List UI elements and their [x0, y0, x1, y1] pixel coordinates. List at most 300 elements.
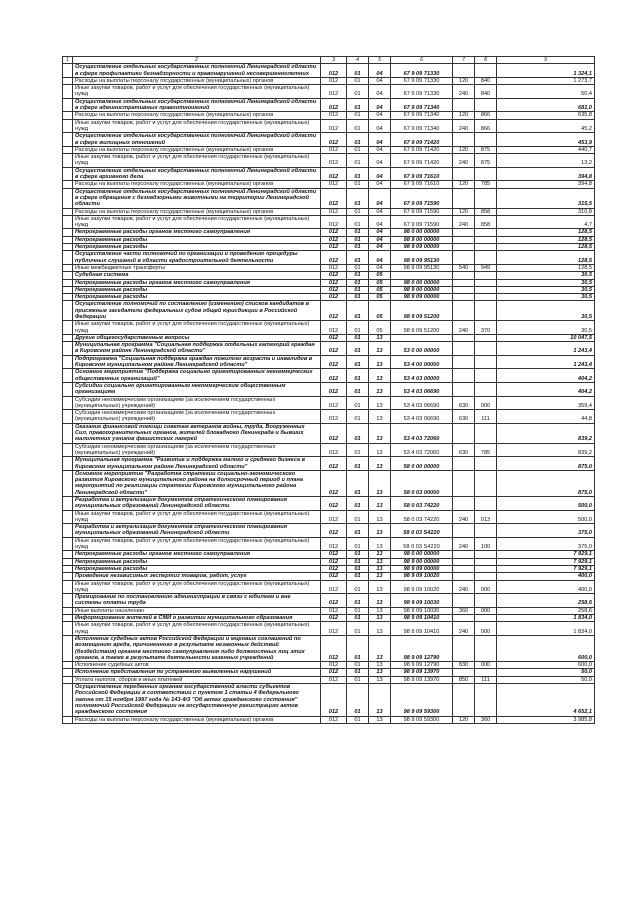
additional-code-cell	[475, 615, 497, 622]
section-cell: 01	[347, 301, 369, 321]
amount-cell: 440,7	[497, 146, 595, 153]
ministry-code-cell: 012	[321, 573, 347, 580]
subsection-cell: 13	[369, 669, 391, 676]
subsection-cell: 13	[369, 684, 391, 716]
amount-cell: 310,8	[497, 208, 595, 215]
additional-code-cell: 840	[475, 85, 497, 99]
row-name-cell: Субсидии некоммерческим организациям (за исключением государственных (муниципальных) учреждений)	[73, 410, 321, 424]
table-row	[63, 236, 595, 243]
section-cell: 01	[347, 355, 369, 369]
target-article-cell: 67 9 09 71590	[391, 188, 453, 208]
row-index-cell	[63, 382, 73, 396]
additional-code-cell: 858	[475, 215, 497, 229]
section-cell: 01	[347, 497, 369, 511]
section-cell: 01	[347, 286, 369, 293]
expense-type-cell: 630	[453, 396, 475, 410]
expense-type-cell: 240	[453, 119, 475, 133]
table-row	[63, 279, 595, 286]
target-article-cell: 98 0 00 00000	[391, 279, 453, 286]
subsection-cell: 13	[369, 594, 391, 608]
row-name-cell: Иные закупки товаров, работ и услуг для обеспечения государственных (муниципальных) нужд	[73, 510, 321, 524]
subsection-cell: 04	[369, 167, 391, 181]
expense-type-cell	[453, 558, 475, 565]
target-article-cell: 98 9 09 12790	[391, 635, 453, 661]
row-index-cell	[63, 64, 73, 78]
subsection-cell: 04	[369, 244, 391, 251]
subsection-cell: 05	[369, 279, 391, 286]
row-name-cell: Непрограммные расходы	[73, 286, 321, 293]
ministry-code-cell: 012	[321, 167, 347, 181]
additional-code-cell	[475, 369, 497, 383]
row-name-cell: Основное мероприятие "Разработка стратегии социально-экономического развития Кировского муниципального района на долгосрочный период и плана мероприятий по реализации стратегии Кировского муниципального района Ленинградской области"	[73, 470, 321, 496]
row-index-cell	[63, 98, 73, 112]
row-name-cell: Расходы на выплаты персоналу государственных (муниципальных) органов	[73, 716, 321, 723]
subsection-cell: 05	[369, 301, 391, 321]
target-article-cell: 98 9 09 00000	[391, 565, 453, 572]
target-article-cell: 98 9 09 95130	[391, 251, 453, 265]
table-row	[63, 382, 595, 396]
row-index-cell	[63, 279, 73, 286]
expense-type-cell	[453, 294, 475, 301]
expense-type-cell	[453, 594, 475, 608]
row-index-cell	[63, 229, 73, 236]
amount-cell: 7 929,1	[497, 565, 595, 572]
ministry-code-cell: 012	[321, 396, 347, 410]
row-index-cell	[63, 594, 73, 608]
section-cell: 01	[347, 208, 369, 215]
table-row	[63, 423, 595, 443]
row-name-cell: Непрограммные расходы	[73, 244, 321, 251]
subsection-cell: 05	[369, 272, 391, 279]
target-article-cell: 58 0 00 00000	[391, 457, 453, 471]
row-index-cell	[63, 669, 73, 676]
ministry-code-cell: 012	[321, 264, 347, 271]
amount-cell: 875,0	[497, 470, 595, 496]
expense-type-cell: 630	[453, 443, 475, 457]
subsection-cell: 13	[369, 457, 391, 471]
section-cell: 01	[347, 716, 369, 723]
ministry-code-cell: 012	[321, 594, 347, 608]
ministry-code-cell: 012	[321, 342, 347, 356]
ministry-code-cell: 012	[321, 279, 347, 286]
section-cell: 01	[347, 321, 369, 335]
target-article-cell: 98 9 09 51200	[391, 321, 453, 335]
row-name-cell: Расходы на выплаты персоналу государственных (муниципальных) органов	[73, 146, 321, 153]
ministry-code-cell: 012	[321, 188, 347, 208]
table-row	[63, 594, 595, 608]
subsection-cell: 04	[369, 251, 391, 265]
target-article-cell: 53 4 03 72060	[391, 423, 453, 443]
table-row	[63, 676, 595, 683]
section-cell: 01	[347, 662, 369, 669]
target-article-cell: 53 4 03 72060	[391, 443, 453, 457]
row-name-cell: Непрограммные расходы	[73, 558, 321, 565]
row-index-cell	[63, 607, 73, 614]
table-row	[63, 615, 595, 622]
row-name-cell: Иные закупки товаров, работ и услуг для обеспечения государственных (муниципальных) нужд	[73, 537, 321, 551]
additional-code-cell: 840	[475, 77, 497, 84]
section-cell: 01	[347, 396, 369, 410]
ministry-code-cell: 012	[321, 676, 347, 683]
expense-type-cell	[453, 64, 475, 78]
expense-type-cell	[453, 188, 475, 208]
expense-type-cell: 120	[453, 77, 475, 84]
amount-cell: 128,5	[497, 236, 595, 243]
ministry-code-cell: 012	[321, 537, 347, 551]
row-index-cell	[63, 334, 73, 341]
ministry-code-cell: 012	[321, 251, 347, 265]
target-article-cell: 98 9 09 10030	[391, 607, 453, 614]
table-row	[63, 244, 595, 251]
amount-cell: 30,5	[497, 321, 595, 335]
additional-code-cell	[475, 244, 497, 251]
target-article-cell: 67 9 09 71340	[391, 98, 453, 112]
column-header: 4	[347, 57, 369, 64]
expense-type-cell: 240	[453, 85, 475, 99]
target-article-cell: 98 9 00 00000	[391, 558, 453, 565]
expense-type-cell: 360	[453, 607, 475, 614]
ministry-code-cell: 012	[321, 334, 347, 341]
amount-cell: 359,4	[497, 396, 595, 410]
table-row	[63, 607, 595, 614]
subsection-cell: 05	[369, 286, 391, 293]
row-name-cell: Другие общегосударственные вопросы	[73, 334, 321, 341]
row-name-cell: Основное мероприятие "Поддержка социально ориентированных некоммерческих общественных организаций"	[73, 369, 321, 383]
row-index-cell	[63, 208, 73, 215]
row-index-cell	[63, 286, 73, 293]
row-index-cell	[63, 236, 73, 243]
table-row	[63, 301, 595, 321]
ministry-code-cell: 012	[321, 684, 347, 716]
table-row	[63, 321, 595, 335]
row-name-cell: Осуществление отдельных государственных полномочий Ленинградской области в сфере обращения с безнадзорными животными на территории Ленинградской области	[73, 188, 321, 208]
column-header: 5	[369, 57, 391, 64]
table-row	[63, 510, 595, 524]
subsection-cell: 13	[369, 410, 391, 424]
budget-table-page	[62, 56, 594, 724]
ministry-code-cell: 012	[321, 615, 347, 622]
table-row	[63, 181, 595, 188]
column-number-row	[63, 57, 595, 64]
expense-type-cell	[453, 229, 475, 236]
section-cell: 01	[347, 272, 369, 279]
subsection-cell: 13	[369, 558, 391, 565]
subsection-cell: 13	[369, 537, 391, 551]
target-article-cell: 53 4 03 00000	[391, 369, 453, 383]
amount-cell: 635,8	[497, 112, 595, 119]
ministry-code-cell: 012	[321, 294, 347, 301]
row-index-cell	[63, 154, 73, 168]
target-article-cell: 98 9 09 59300	[391, 716, 453, 723]
table-row	[63, 119, 595, 133]
table-row	[63, 622, 595, 636]
row-index-cell	[63, 580, 73, 594]
expense-type-cell	[453, 497, 475, 511]
amount-cell: 453,9	[497, 133, 595, 147]
section-cell: 01	[347, 537, 369, 551]
expense-type-cell: 240	[453, 215, 475, 229]
target-article-cell: 67 9 09 71420	[391, 146, 453, 153]
section-cell: 01	[347, 524, 369, 538]
table-row	[63, 410, 595, 424]
target-article-cell: 58 0 03 74220	[391, 510, 453, 524]
expense-type-cell: 120	[453, 181, 475, 188]
row-index-cell	[63, 410, 73, 424]
amount-cell: 400,0	[497, 580, 595, 594]
subsection-cell: 13	[369, 565, 391, 572]
amount-cell: 681,0	[497, 98, 595, 112]
row-name-cell: Проведение независимых экспертиз товаров, работ, услуг	[73, 573, 321, 580]
row-index-cell	[63, 301, 73, 321]
target-article-cell: 67 9 09 71590	[391, 215, 453, 229]
row-name-cell: Субсидии социально ориентированным некоммерческим общественным организациям	[73, 382, 321, 396]
subsection-cell: 04	[369, 264, 391, 271]
ministry-code-cell: 012	[321, 244, 347, 251]
target-article-cell: 67 9 09 71610	[391, 167, 453, 181]
amount-cell: 1 834,0	[497, 615, 595, 622]
subsection-cell: 13	[369, 423, 391, 443]
row-index-cell	[63, 537, 73, 551]
additional-code-cell: 866	[475, 112, 497, 119]
expense-type-cell	[453, 301, 475, 321]
expense-type-cell: 120	[453, 208, 475, 215]
subsection-cell: 04	[369, 85, 391, 99]
amount-cell: 50,0	[497, 669, 595, 676]
ministry-code-cell: 012	[321, 662, 347, 669]
ministry-code-cell: 012	[321, 98, 347, 112]
additional-code-cell: 000	[475, 662, 497, 669]
row-index-cell	[63, 443, 73, 457]
additional-code-cell	[475, 524, 497, 538]
additional-code-cell	[475, 355, 497, 369]
ministry-code-cell: 012	[321, 635, 347, 661]
additional-code-cell	[475, 573, 497, 580]
section-cell: 01	[347, 236, 369, 243]
table-row	[63, 369, 595, 383]
amount-cell: 128,5	[497, 244, 595, 251]
section-cell: 01	[347, 558, 369, 565]
row-name-cell: Осуществление отдельных государственных полномочий Ленинградской области в сфере архивного дела	[73, 167, 321, 181]
subsection-cell: 13	[369, 382, 391, 396]
table-row	[63, 264, 595, 271]
expense-type-cell	[453, 524, 475, 538]
ministry-code-cell: 012	[321, 133, 347, 147]
section-cell: 01	[347, 342, 369, 356]
amount-cell: 30,5	[497, 294, 595, 301]
row-name-cell: Иные закупки товаров, работ и услуг для обеспечения государственных (муниципальных) нужд	[73, 622, 321, 636]
ministry-code-cell: 012	[321, 551, 347, 558]
target-article-cell: 98 9 00 00000	[391, 286, 453, 293]
subsection-cell: 13	[369, 369, 391, 383]
row-index-cell	[63, 119, 73, 133]
table-row	[63, 635, 595, 661]
row-name-cell: Расходы на выплаты персоналу государственных (муниципальных) органов	[73, 208, 321, 215]
section-cell: 01	[347, 85, 369, 99]
section-cell: 01	[347, 676, 369, 683]
additional-code-cell	[475, 188, 497, 208]
row-name-cell: Иные закупки товаров, работ и услуг для обеспечения государственных (муниципальных) нужд	[73, 85, 321, 99]
additional-code-cell: 100	[475, 537, 497, 551]
amount-cell: 375,0	[497, 537, 595, 551]
additional-code-cell: 111	[475, 410, 497, 424]
ministry-code-cell: 012	[321, 622, 347, 636]
subsection-cell: 13	[369, 615, 391, 622]
table-row	[63, 64, 595, 78]
row-name-cell: Муниципальная программа "Развитие и поддержка малого и среднего бизнеса в Кировском муниципальном районе Ленинградской области"	[73, 457, 321, 471]
row-name-cell: Непрограммные расходы	[73, 565, 321, 572]
section-cell: 01	[347, 146, 369, 153]
amount-cell: 1 834,0	[497, 622, 595, 636]
row-index-cell	[63, 355, 73, 369]
subsection-cell: 04	[369, 112, 391, 119]
subsection-cell: 04	[369, 208, 391, 215]
section-cell: 01	[347, 551, 369, 558]
row-name-cell: Подпрограмма "Социальная поддержка граждан пожилого возраста и инвалидов в Кировском муниципальном районе Ленинградской области"	[73, 355, 321, 369]
subsection-cell: 13	[369, 524, 391, 538]
target-article-cell: 67 9 09 71330	[391, 85, 453, 99]
table-row	[63, 208, 595, 215]
expense-type-cell	[453, 279, 475, 286]
amount-cell: 44,8	[497, 410, 595, 424]
ministry-code-cell: 012	[321, 321, 347, 335]
additional-code-cell	[475, 334, 497, 341]
row-name-cell: Исполнение представления по устранению выявленных нарушений	[73, 669, 321, 676]
row-index-cell	[63, 244, 73, 251]
amount-cell: 404,2	[497, 382, 595, 396]
amount-cell: 1 243,4	[497, 355, 595, 369]
row-name-cell: Премирование по постановлению администрации в связи с юбилеем и вне системы оплаты труда	[73, 594, 321, 608]
subsection-cell: 13	[369, 497, 391, 511]
row-name-cell: Непрограммные расходы органов местного самоуправления	[73, 229, 321, 236]
expense-type-cell	[453, 382, 475, 396]
amount-cell: 128,5	[497, 229, 595, 236]
subsection-cell: 13	[369, 342, 391, 356]
amount-cell: 3 985,8	[497, 716, 595, 723]
ministry-code-cell: 012	[321, 470, 347, 496]
row-index-cell	[63, 558, 73, 565]
additional-code-cell	[475, 558, 497, 565]
amount-cell: 315,5	[497, 188, 595, 208]
ministry-code-cell: 012	[321, 286, 347, 293]
row-name-cell: Расходы на выплаты персоналу государственных (муниципальных) органов	[73, 77, 321, 84]
expense-type-cell: 120	[453, 146, 475, 153]
target-article-cell: 58 0 03 74220	[391, 497, 453, 511]
section-cell: 01	[347, 369, 369, 383]
row-name-cell: Иные закупки товаров, работ и услуг для обеспечения государственных (муниципальных) нужд	[73, 215, 321, 229]
additional-code-cell: 785	[475, 443, 497, 457]
additional-code-cell: 875	[475, 146, 497, 153]
target-article-cell: 67 9 09 71340	[391, 119, 453, 133]
amount-cell: 4 652,1	[497, 684, 595, 716]
amount-cell: 839,2	[497, 423, 595, 443]
section-cell: 01	[347, 510, 369, 524]
target-article-cell: 53 4 03 06690	[391, 382, 453, 396]
amount-cell: 30,5	[497, 286, 595, 293]
table-row	[63, 251, 595, 265]
section-cell: 01	[347, 112, 369, 119]
subsection-cell: 13	[369, 443, 391, 457]
additional-code-cell	[475, 684, 497, 716]
row-name-cell: Иные межбюджетные трансферты	[73, 264, 321, 271]
table-row	[63, 229, 595, 236]
target-article-cell: 67 9 09 71340	[391, 112, 453, 119]
section-cell: 01	[347, 64, 369, 78]
additional-code-cell	[475, 301, 497, 321]
table-row	[63, 662, 595, 669]
amount-cell: 128,5	[497, 251, 595, 265]
additional-code-cell	[475, 497, 497, 511]
subsection-cell: 04	[369, 119, 391, 133]
ministry-code-cell: 012	[321, 355, 347, 369]
additional-code-cell	[475, 423, 497, 443]
section-cell: 01	[347, 133, 369, 147]
ministry-code-cell: 012	[321, 510, 347, 524]
target-article-cell: 67 9 09 71330	[391, 77, 453, 84]
row-name-cell: Непрограммные расходы органов местного самоуправления	[73, 279, 321, 286]
target-article-cell: 98 0 00 00000	[391, 551, 453, 558]
table-row	[63, 580, 595, 594]
section-cell: 01	[347, 410, 369, 424]
row-name-cell: Осуществление переданных органам государственной власти субъектов Российской Федерации в соответствии с пунктом 1 статьи 4 Федерального закона от 15 ноября 1997 года № 143-ФЗ "Об актах гражданского состояния" полномочий Российской Федерации на государственную регистрацию актов гражданского состояния	[73, 684, 321, 716]
section-cell: 01	[347, 188, 369, 208]
additional-code-cell: 013	[475, 510, 497, 524]
target-article-cell: 98 0 00 00000	[391, 229, 453, 236]
row-index-cell	[63, 551, 73, 558]
section-cell: 01	[347, 334, 369, 341]
target-article-cell: 67 9 09 71610	[391, 181, 453, 188]
additional-code-cell	[475, 251, 497, 265]
row-index-cell	[63, 77, 73, 84]
table-row	[63, 286, 595, 293]
additional-code-cell	[475, 294, 497, 301]
expense-type-cell	[453, 565, 475, 572]
target-article-cell: 98 9 09 00000	[391, 244, 453, 251]
amount-cell: 13,2	[497, 154, 595, 168]
expense-type-cell: 120	[453, 112, 475, 119]
row-index-cell	[63, 565, 73, 572]
additional-code-cell: 949	[475, 264, 497, 271]
subsection-cell: 13	[369, 573, 391, 580]
expense-type-cell	[453, 615, 475, 622]
target-article-cell: 98 9 09 10410	[391, 615, 453, 622]
section-cell: 01	[347, 684, 369, 716]
ministry-code-cell: 012	[321, 181, 347, 188]
table-row	[63, 154, 595, 168]
table-row	[63, 167, 595, 181]
section-cell: 01	[347, 573, 369, 580]
subsection-cell: 04	[369, 188, 391, 208]
amount-cell: 400,0	[497, 573, 595, 580]
row-name-cell: Муниципальная программа "Социальная поддержка отдельных категорий граждан в Кировском районе Ленинградской области"	[73, 342, 321, 356]
expense-type-cell	[453, 423, 475, 443]
additional-code-cell: 000	[475, 607, 497, 614]
row-name-cell: Иные закупки товаров, работ и услуг для обеспечения государственных (муниципальных) нужд	[73, 154, 321, 168]
ministry-code-cell: 012	[321, 716, 347, 723]
row-name-cell: Расходы на выплаты персоналу государственных (муниципальных) органов	[73, 112, 321, 119]
amount-cell: 7 929,1	[497, 551, 595, 558]
subsection-cell: 13	[369, 662, 391, 669]
expense-type-cell: 240	[453, 510, 475, 524]
section-cell: 01	[347, 229, 369, 236]
ministry-code-cell: 012	[321, 272, 347, 279]
subsection-cell: 13	[369, 551, 391, 558]
amount-cell: 394,8	[497, 167, 595, 181]
ministry-code-cell: 012	[321, 119, 347, 133]
subsection-cell: 13	[369, 355, 391, 369]
expense-type-cell: 240	[453, 321, 475, 335]
ministry-code-cell: 012	[321, 236, 347, 243]
row-name-cell: Иные закупки товаров, работ и услуг для обеспечения государственных (муниципальных) нужд	[73, 321, 321, 335]
